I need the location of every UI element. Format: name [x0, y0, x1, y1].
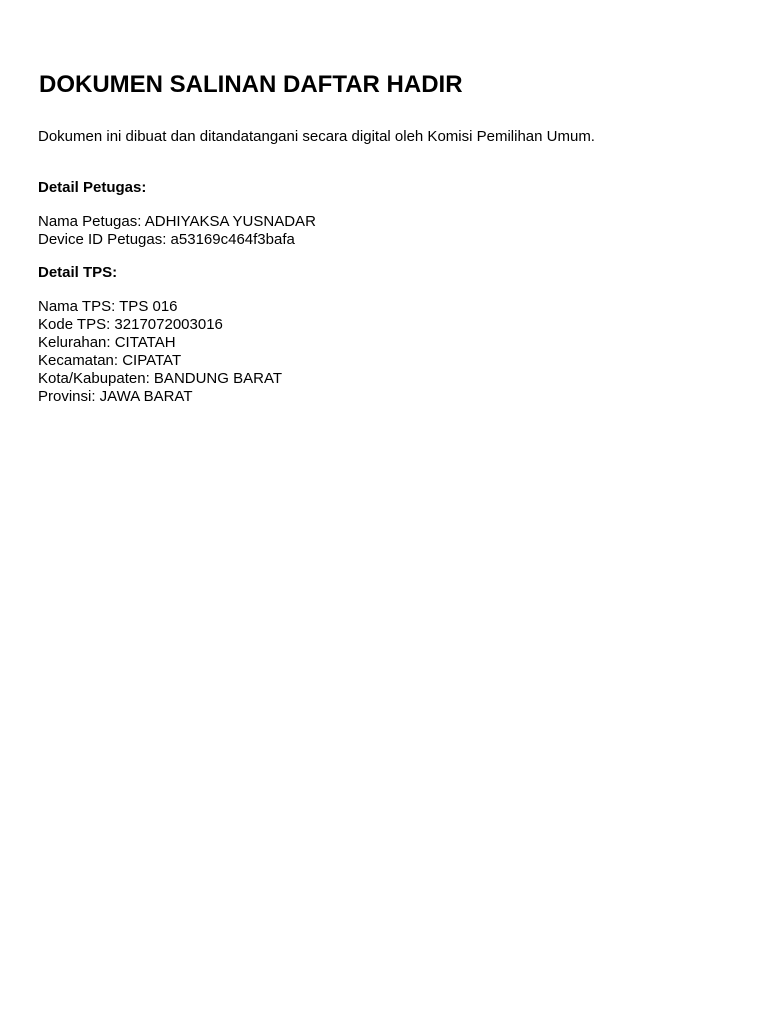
kelurahan-line: Kelurahan: CITATAH — [38, 334, 176, 351]
nama-tps-line: Nama TPS: TPS 016 — [38, 298, 178, 315]
kota-kabupaten-line: Kota/Kabupaten: BANDUNG BARAT — [38, 370, 282, 387]
document-title: DOKUMEN SALINAN DAFTAR HADIR — [39, 71, 463, 98]
tps-section-heading: Detail TPS: — [38, 264, 118, 281]
petugas-details — [38, 213, 316, 249]
petugas-section-heading: Detail Petugas: — [38, 179, 147, 196]
tps-details — [38, 298, 282, 406]
kode-tps-line: Kode TPS: 3217072003016 — [38, 316, 223, 333]
nama-petugas-line: Nama Petugas: ADHIYAKSA YUSNADAR — [38, 213, 316, 230]
provinsi-line: Provinsi: JAWA BARAT — [38, 388, 193, 405]
document-intro: Dokumen ini dibuat dan ditandatangani secara digital oleh Komisi Pemilihan Umum. — [38, 128, 595, 145]
device-id-line: Device ID Petugas: a53169c464f3bafa — [38, 231, 295, 248]
kecamatan-line: Kecamatan: CIPATAT — [38, 352, 182, 369]
